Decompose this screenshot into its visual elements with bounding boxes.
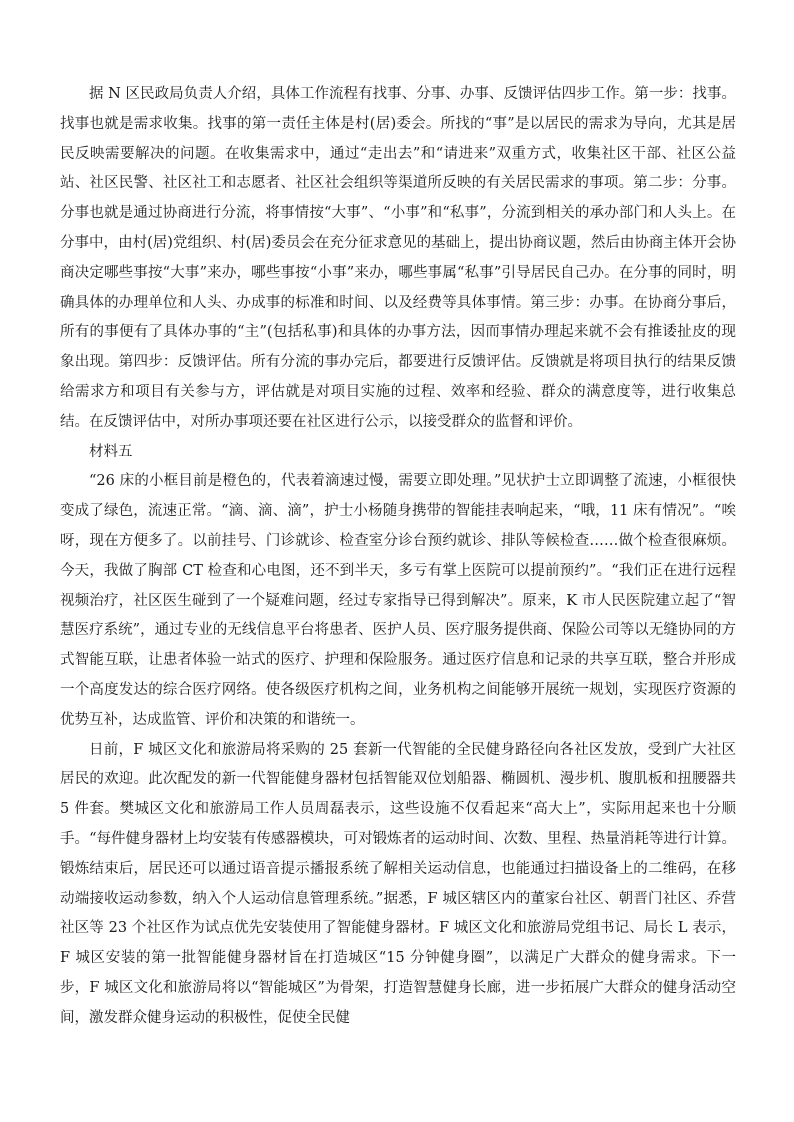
paragraph-smart-fitness: 日前，F 城区文化和旅游局将采购的 25 套新一代智能的全民健身路径向各社区发放，受到广大社区居民的欢迎。此次配发的新一代智能健身器材包括智能双位划船器、椭圆机、漫步机、腹肌板和扭腰器共 5 件套。樊城区文化和旅游局工作人员周磊表示，这些设施不仅看起来“高大上”，实际用起来也十分顺手。“每件健身器材上均安装有传感器模块，可对锻炼者的运动时间、次数、里程、热量消耗等进行计算。锻炼结束后，居民还可以通过语音提示播报系统了解相关运动信息，也能通过扫描设备上的二维码，在移动端接收运动参数，纳入个人运动信息管理系统。”据悉，F 城区辖区内的董家台社区、朝晋门社区、乔营社区等 23 个社区作为试点优先安装使用了智能健身器材。F 城区文化和旅游局党组书记、局长 L 表示，F 城区安装的第一批智能健身器材旨在打造城区“15 分钟健身圈”，以满足广大群众的健身需求。下一步，F 城区文化和旅游局将以“智能城区”为骨架，打造智慧健身长廊，进一步拓展广大群众的健身活动空间，激发群众健身运动的积极性，促使全民健 [60,741,736,1026]
section-heading-material-five: 材料五 [89,443,133,460]
document-page [60,80,736,1034]
paragraph-community-workflow: 据 N 区民政局负责人介绍，具体工作流程有找事、分事、办事、反馈评估四步工作。第一步：找事。找事也就是需求收集。找事的第一责任主体是村(居)委会。所找的“事”是以居民的需求为导向，尤其是居民反映需要解决的问题。在收集需求中，通过“走出去”和“请进来”双重方式，收集社区干部、社区公益站、社区民警、社区社工和志愿者、社区社会组织等渠道所反映的有关居民需求的事项。第二步：分事。分事也就是通过协商进行分流，将事情按“大事”、“小事”和“私事”，分流到相关的承办部门和人头上。在分事中，由村(居)党组织、村(居)委员会在充分征求意见的基础上，提出协商议题，然后由协商主体开会协商决定哪些事按“大事”来办，哪些事按“小事”来办，哪些事属“私事”引导居民自己办。在分事的同时，明确具体的办理单位和人头、办成事的标准和时间、以及经费等具体事情。第三步：办事。在协商分事后，所有的事便有了具体办事的“主”(包括私事)和具体的办事方法，因而事情办理起来就不会有推诿扯皮的现象出现。第四步：反馈评估。所有分流的事办完后，都要进行反馈评估。反馈就是将项目执行的结果反馈给需求方和项目有关参与方，评估就是对项目实施的过程、效率和经验、群众的满意度等，进行收集总结。在反馈评估中，对所办事项还要在社区进行公示，以接受群众的监督和评价。 [60,86,736,430]
paragraph-smart-medical: “26 床的小框目前是橙色的，代表着滴速过慢，需要立即处理。”见状护士立即调整了流速，小框很快变成了绿色，流速正常。“滴、滴、滴”，护士小杨随身携带的智能挂表响起来，“哦，11 床有情况”。“唉呀，现在方便多了。以前挂号、门诊就诊、检查室分诊台预约就诊、排队等候检查……做个检查很麻烦。今天，我做了胸部 CT 检查和心电图，还不到半天，多亏有掌上医院可以提前预约”。“我们正在进行远程视频治疗，社区医生碰到了一个疑难问题，经过专家指导已得到解决”。原来，K 市人民医院建立起了“智慧医疗系统”，通过专业的无线信息平台将患者、医护人员、医疗服务提供商、保险公司等以无缝协同的方式智能互联，让患者体验一站式的医疗、护理和保险服务。通过医疗信息和记录的共享互联，整合并形成一个高度发达的综合医疗网络。使各级医疗机构之间，业务机构之间能够开展统一规划，实现医疗资源的优势互补，达成监管、评价和决策的和谐统一。 [60,473,736,728]
